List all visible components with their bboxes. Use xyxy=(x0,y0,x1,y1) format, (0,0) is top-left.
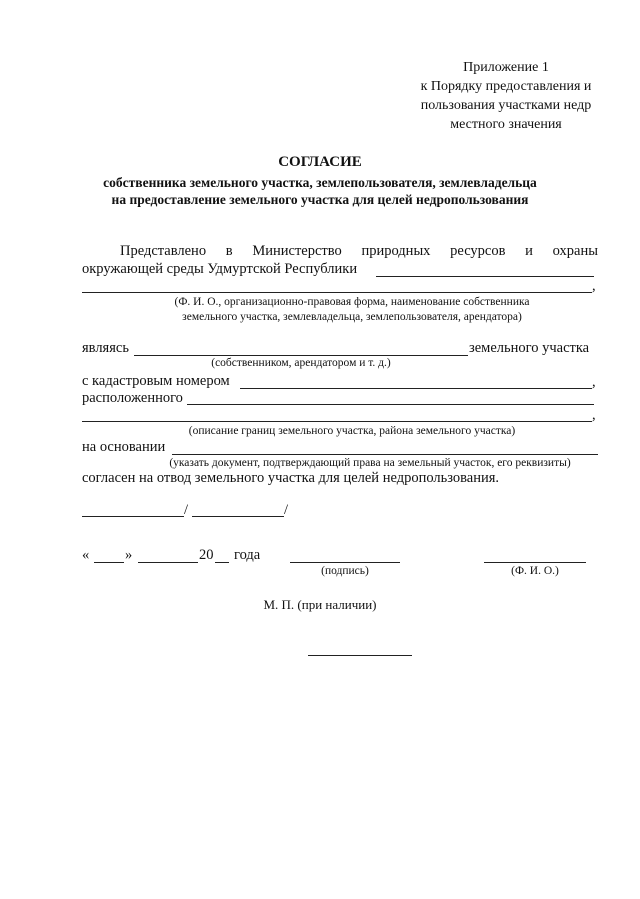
document-title: СОГЛАСИЕ xyxy=(278,154,362,170)
comma: , xyxy=(592,374,596,390)
fio-line[interactable] xyxy=(484,562,586,563)
year-prefix: 20 xyxy=(199,547,214,563)
appendix-line-3: пользования участками недр xyxy=(420,98,592,113)
basis-fill-line[interactable] xyxy=(172,454,598,455)
note-document: (указать документ, подтверждающий права на земельный участок, его реквизиты) xyxy=(169,457,571,469)
note-status: (собственником, арендатором и т. д.) xyxy=(211,357,391,369)
month-fill-line[interactable] xyxy=(138,562,198,563)
word: охраны xyxy=(552,243,598,259)
cadastral-fill-line[interactable] xyxy=(240,388,592,389)
located-fill-line[interactable] xyxy=(187,404,594,405)
fio-label: (Ф. И. О.) xyxy=(511,565,559,577)
subtitle-line-2: на предоставление земельного участка для целей недропользования xyxy=(111,192,529,207)
note-owner-2: земельного участка, землевладельца, землепользователя, арендатора) xyxy=(182,311,522,323)
located-label: расположенного xyxy=(82,390,183,406)
signature-label: (подпись) xyxy=(321,565,369,577)
comma: , xyxy=(592,278,596,294)
word: и xyxy=(525,243,533,259)
land-plot-label: земельного участка xyxy=(469,340,590,356)
appendix-line-1: Приложение 1 xyxy=(463,60,549,75)
presented-line-2: окружающей среды Удмуртской Республики xyxy=(82,261,358,277)
note-owner-1: (Ф. И. О., организационно-правовая форма, наименование собственника xyxy=(174,296,530,308)
appendix-header xyxy=(390,58,622,134)
status-fill-line[interactable] xyxy=(134,355,468,356)
year-fill-line[interactable] xyxy=(215,562,229,563)
quote-close: » xyxy=(125,547,133,563)
location-fill-line[interactable] xyxy=(82,421,592,422)
cadastral-label: с кадастровым номером xyxy=(82,373,230,389)
presented-line xyxy=(120,243,598,260)
word: ресурсов xyxy=(450,243,506,259)
basis-label: на основании xyxy=(82,439,166,455)
word: в xyxy=(225,243,233,259)
slash: / xyxy=(184,502,189,518)
name-fill-line[interactable] xyxy=(192,516,284,517)
quote-open: « xyxy=(82,547,90,563)
year-suffix: года xyxy=(234,547,261,563)
closing-rule xyxy=(308,655,412,656)
note-bounds: (описание границ земельного участка, района земельного участка) xyxy=(188,425,516,437)
comma: , xyxy=(592,407,596,423)
day-fill-line[interactable] xyxy=(94,562,124,563)
word: Представлено xyxy=(120,243,207,259)
signature-fill-line[interactable] xyxy=(82,516,184,517)
signature-line[interactable] xyxy=(290,562,400,563)
agree-text: согласен на отвод земельного участка для целей недропользования. xyxy=(82,470,500,486)
appendix-line-4: местного значения xyxy=(450,117,562,132)
subtitle-line-1: собственника земельного участка, землепользователя, землевладельца xyxy=(103,175,537,190)
ministry-fill-line[interactable] xyxy=(376,276,594,277)
word: природных xyxy=(361,243,431,259)
word: Министерство xyxy=(252,243,342,259)
owner-fill-line[interactable] xyxy=(82,292,592,293)
being-label: являясь xyxy=(82,340,129,356)
stamp-note: М. П. (при наличии) xyxy=(263,597,377,612)
slash: / xyxy=(284,502,289,518)
appendix-line-2: к Порядку предоставления и xyxy=(420,79,592,94)
